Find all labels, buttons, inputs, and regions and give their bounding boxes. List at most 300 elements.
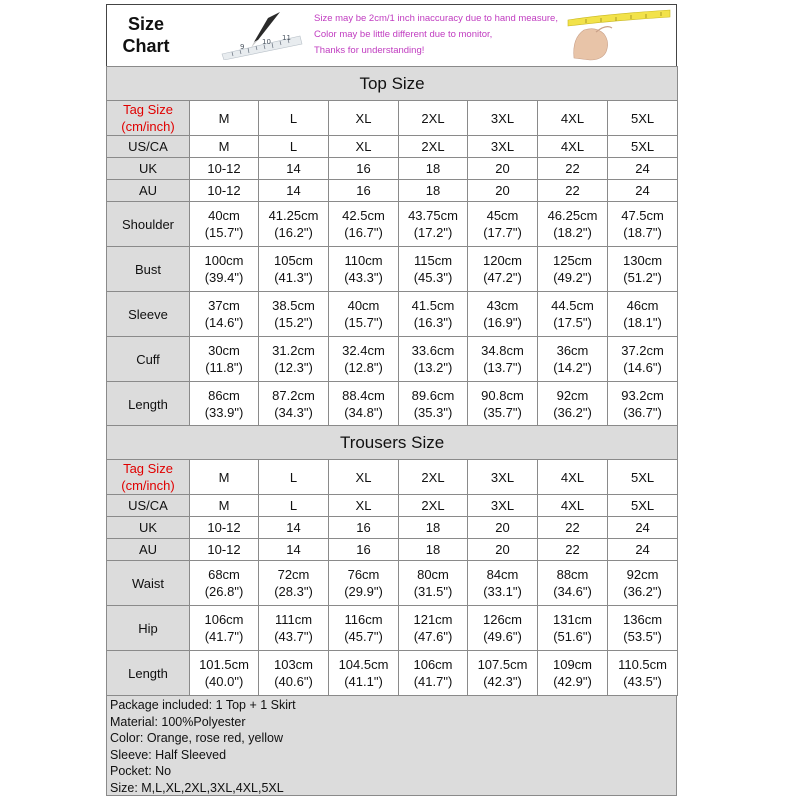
value-cm: 22 [565,161,580,176]
tag-size-label [107,101,190,136]
size-value-cell [259,539,329,561]
value-cm: 31.2cm [272,343,315,358]
value-inch: (13.7") [483,360,522,375]
size-value-cell [329,517,399,539]
value-cm: 2XL [421,139,445,154]
value-cm: 106cm [204,612,244,627]
size-header-cell: M [190,101,259,136]
value-inch: (17.5") [553,315,592,330]
size-value-cell [329,561,399,606]
size-value-cell [399,651,468,696]
value-inch: (45.3") [413,270,453,285]
value-inch: (28.3") [274,584,313,599]
value-cm: 4XL [560,498,585,513]
table-row [107,292,678,337]
value-cm: 5XL [630,498,655,513]
size-value-cell [608,136,678,158]
value-inch: (43.5") [623,674,662,689]
value-cm: 76cm [347,567,380,582]
top-size-title: Top Size [107,67,678,101]
value-inch: (47.2") [483,270,522,285]
chart-title-line1: Size [127,14,165,34]
size-value-cell [468,292,538,337]
value-cm: L [289,139,298,154]
value-cm: 88cm [556,567,589,582]
value-cm: 87.2cm [272,388,315,403]
size-header-cell: 2XL [399,101,468,136]
value-cm: 43cm [486,298,519,313]
size-value-cell [538,202,608,247]
row-label: Waist [107,561,190,606]
value-cm: 130cm [623,253,663,268]
value-cm: 46.25cm [547,208,598,223]
value-cm: 40cm [208,208,240,223]
value-cm: 126cm [482,612,523,627]
value-cm: 3XL [490,498,515,513]
value-cm: 24 [635,542,650,557]
size-value-cell [538,136,608,158]
size-header-cell: 5XL [608,460,678,495]
value-cm: 88.4cm [342,388,385,403]
row-label: US/CA [107,495,190,517]
size-value-cell [538,651,608,696]
ruler-number-10: 10 [262,38,271,46]
trousers-size-title: Trousers Size [107,426,678,460]
size-value-cell [608,337,678,382]
value-cm: 20 [495,161,510,176]
chart-title [106,4,186,66]
value-cm: 3XL [490,139,515,154]
value-cm: 103cm [273,657,314,672]
size-value-cell [538,517,608,539]
size-value-cell [468,606,538,651]
table-row [107,247,678,292]
product-info [106,695,677,796]
size-value-cell [190,606,259,651]
value-inch: (18.1") [623,315,662,330]
size-value-cell [608,158,678,180]
size-value-cell [259,202,329,247]
value-inch: (16.9") [483,315,522,330]
size-value-cell [608,180,678,202]
value-inch: (41.7") [204,629,244,644]
value-cm: 40cm [347,298,380,313]
size-value-cell [399,136,468,158]
size-value-cell [190,495,259,517]
value-cm: 43.75cm [408,208,458,223]
value-cm: 14 [286,183,301,198]
value-cm: 107.5cm [477,657,528,672]
row-label: Length [107,382,190,427]
value-cm: 32.4cm [342,343,385,358]
size-value-cell [329,337,399,382]
size-header-cell: 5XL [608,101,678,136]
value-cm: 16 [356,520,371,535]
table-row [107,337,678,382]
size-value-cell [538,158,608,180]
value-cm: 38.5cm [272,298,315,313]
value-cm: 22 [565,542,580,557]
size-value-cell [468,495,538,517]
size-value-cell [608,651,678,696]
size-value-cell [190,202,259,247]
value-cm: 30cm [208,343,240,358]
measurement-notes [314,11,558,59]
table-row [107,202,678,247]
value-inch: (42.3") [483,674,522,689]
value-cm: 18 [425,520,441,535]
size-value-cell [190,539,259,561]
tag-size-line2: (cm/inch) [121,119,175,134]
value-cm: 14 [286,542,301,557]
size-value-cell [329,539,399,561]
value-inch: (16.3") [413,315,453,330]
size-value-cell [190,651,259,696]
value-inch: (14.2") [553,360,592,375]
value-cm: 18 [425,161,441,176]
value-inch: (15.7") [344,315,383,330]
value-cm: 68cm [208,567,240,582]
size-value-cell [608,539,678,561]
size-value-cell [190,180,259,202]
chart-title-line2: Chart [122,36,170,56]
size-value-cell [538,606,608,651]
value-inch: (18.7") [623,225,662,240]
size-value-cell [468,158,538,180]
size-value-cell [468,136,538,158]
value-cm: 100cm [204,253,244,268]
size-value-cell [190,561,259,606]
size-value-cell [468,561,538,606]
value-inch: (45.7") [344,629,383,644]
size-value-cell [608,495,678,517]
row-label: Bust [107,247,190,292]
tag-size-line1: Tag Size [123,461,173,476]
size-header-cell: 3XL [468,460,538,495]
size-value-cell [259,247,329,292]
note-line: Color may be little different due to monitor, [314,29,493,40]
size-value-cell [608,606,678,651]
value-cm: M [218,498,230,513]
size-value-cell [538,247,608,292]
value-inch: (35.7") [483,405,522,420]
size-value-cell [399,292,468,337]
value-inch: (42.9") [553,674,592,689]
value-cm: 10-12 [207,183,241,198]
value-inch: (40.6") [274,674,313,689]
value-cm: 116cm [344,612,383,627]
value-cm: 22 [565,183,580,198]
value-cm: 37.2cm [621,343,664,358]
value-cm: 24 [635,161,650,176]
value-inch: (14.6") [204,315,244,330]
value-inch: (36.7") [623,405,662,420]
table-row [107,136,678,158]
value-cm: 86cm [208,388,240,403]
value-cm: 46cm [626,298,659,313]
value-inch: (35.3") [413,405,453,420]
value-cm: 89.6cm [411,388,455,403]
size-value-cell [259,495,329,517]
size-value-cell [259,606,329,651]
value-cm: 33.6cm [411,343,455,358]
value-inch: (41.7") [413,674,453,689]
value-inch: (17.2") [413,225,453,240]
value-cm: 110.5cm [618,657,667,672]
size-value-cell [329,158,399,180]
size-header-cell: 2XL [399,460,468,495]
size-value-cell [329,136,399,158]
value-inch: (17.7") [483,225,522,240]
table-row [107,517,678,539]
table-row [107,180,678,202]
size-value-cell [399,158,468,180]
value-inch: (51.2") [623,270,662,285]
size-chart-header [106,4,677,66]
value-cm: 14 [286,161,301,176]
value-cm: 18 [425,183,441,198]
value-cm: 92cm [626,567,659,582]
size-value-cell [190,517,259,539]
size-value-cell [329,495,399,517]
size-value-cell [538,382,608,427]
row-label: UK [107,158,190,180]
value-cm: 111cm [274,612,313,627]
size-value-cell [399,247,468,292]
value-cm: 5XL [630,139,655,154]
value-cm: 16 [356,183,371,198]
row-label: Sleeve [107,292,190,337]
size-value-cell [259,136,329,158]
size-value-cell [608,517,678,539]
size-value-cell [259,292,329,337]
value-inch: (36.2") [623,584,662,599]
top-size-table [106,66,678,427]
value-inch: (51.6") [553,629,592,644]
tag-size-line1: Tag Size [123,102,173,117]
value-cm: 20 [495,542,510,557]
material-info: Material: 100%Polyester [110,714,246,729]
size-value-cell [259,561,329,606]
size-value-cell [259,337,329,382]
table-row [107,382,678,427]
size-value-cell [190,247,259,292]
value-cm: 10-12 [207,542,241,557]
value-cm: 24 [635,183,650,198]
size-header-cell: XL [329,101,399,136]
value-cm: L [289,498,298,513]
size-header-cell: M [190,460,259,495]
row-label: Hip [107,606,190,651]
value-cm: 136cm [623,612,663,627]
value-cm: 42.5cm [342,208,385,223]
value-inch: (14.6") [623,360,662,375]
value-inch: (26.8") [204,584,244,599]
value-inch: (13.2") [413,360,453,375]
color-info: Color: Orange, rose red, yellow [110,731,283,745]
value-cm: 22 [565,520,580,535]
value-inch: (12.3") [274,360,313,375]
size-value-cell [608,382,678,427]
size-value-cell [538,561,608,606]
size-value-cell [538,180,608,202]
value-inch: (33.9") [204,405,244,420]
size-value-cell [538,495,608,517]
size-value-cell [608,202,678,247]
value-inch: (43.7") [274,629,313,644]
value-cm: 45cm [486,208,519,223]
size-value-cell [468,247,538,292]
note-line: Thanks for understanding! [314,45,425,56]
size-value-cell [538,337,608,382]
size-header-cell: L [259,460,329,495]
table-row [107,606,678,651]
value-cm: 4XL [560,139,585,154]
tag-size-line2: (cm/inch) [121,478,175,493]
size-value-cell [190,337,259,382]
size-value-cell [608,561,678,606]
value-cm: 20 [495,183,510,198]
value-inch: (16.7") [344,225,383,240]
size-header-cell: 4XL [538,101,608,136]
value-cm: 92cm [556,388,589,403]
value-cm: 120cm [482,253,523,268]
value-cm: 84cm [486,567,519,582]
trousers-tag-size-row [107,460,678,495]
value-cm: 104.5cm [338,657,389,672]
value-cm: 121cm [413,612,453,627]
value-cm: 24 [635,520,650,535]
note-line: Size may be 2cm/1 inch inaccuracy due to hand measure, [314,13,558,24]
row-label: AU [107,539,190,561]
value-cm: 2XL [421,498,445,513]
tag-size-label [107,460,190,495]
value-inch: (34.6") [553,584,592,599]
value-cm: 72cm [277,567,310,582]
value-cm: XL [355,498,372,513]
trousers-size-table [106,425,678,696]
size-value-cell [190,158,259,180]
size-value-cell [399,180,468,202]
value-cm: 109cm [552,657,593,672]
value-inch: (11.8") [205,360,243,375]
size-value-cell [399,606,468,651]
value-cm: 14 [286,520,301,535]
size-value-cell [468,382,538,427]
table-row [107,158,678,180]
value-cm: M [218,139,230,154]
value-cm: 10-12 [207,520,241,535]
value-cm: 125cm [552,253,593,268]
table-row [107,651,678,696]
value-cm: 80cm [417,567,449,582]
size-value-cell [608,247,678,292]
row-label: Shoulder [107,202,190,247]
size-info: Size: M,L,XL,2XL,3XL,4XL,5XL [110,780,284,795]
table-row [107,495,678,517]
value-cm: 131cm [552,612,593,627]
size-value-cell [329,202,399,247]
value-inch: (41.3") [274,270,313,285]
size-value-cell [468,337,538,382]
value-cm: 41.25cm [268,208,319,223]
pocket-info: Pocket: No [110,764,172,778]
size-value-cell [190,292,259,337]
value-cm: 110cm [344,253,383,268]
value-cm: 18 [425,542,441,557]
value-cm: 34.8cm [481,343,524,358]
table-row [107,561,678,606]
size-value-cell [190,382,259,427]
value-inch: (41.1") [344,674,383,689]
ruler-number-11: 11 [282,34,291,42]
size-value-cell [399,382,468,427]
size-value-cell [399,202,468,247]
value-cm: 36cm [556,343,589,358]
hand-measuring-icon [566,8,674,62]
size-value-cell [399,561,468,606]
value-inch: (49.2") [553,270,592,285]
size-value-cell [538,292,608,337]
value-cm: 101.5cm [199,657,249,672]
value-cm: 16 [356,542,371,557]
size-header-cell: XL [329,460,399,495]
value-cm: 20 [495,520,510,535]
size-value-cell [190,136,259,158]
value-inch: (34.8") [344,405,383,420]
size-value-cell [468,202,538,247]
size-value-cell [259,158,329,180]
value-inch: (29.9") [344,584,383,599]
size-header-cell: L [259,101,329,136]
value-cm: XL [355,139,372,154]
value-inch: (33.1") [483,584,522,599]
row-label: Length [107,651,190,696]
value-cm: 47.5cm [621,208,664,223]
size-header-cell: 3XL [468,101,538,136]
value-inch: (16.2") [274,225,313,240]
value-cm: 90.8cm [481,388,524,403]
value-inch: (31.5") [413,584,453,599]
value-inch: (49.6") [483,629,522,644]
size-value-cell [329,651,399,696]
sleeve-info: Sleeve: Half Sleeved [110,747,227,762]
size-value-cell [399,337,468,382]
value-inch: (12.8") [344,360,383,375]
size-value-cell [608,292,678,337]
size-value-cell [259,651,329,696]
size-value-cell [538,539,608,561]
size-value-cell [329,180,399,202]
size-value-cell [468,517,538,539]
package-info: Package included: 1 Top + 1 Skirt [110,698,296,712]
size-value-cell [399,495,468,517]
size-value-cell [329,606,399,651]
value-cm: 10-12 [207,161,241,176]
table-row [107,539,678,561]
value-cm: 115cm [413,253,453,268]
value-inch: (15.2") [274,315,313,330]
size-header-cell: 4XL [538,460,608,495]
size-value-cell [259,517,329,539]
value-inch: (36.2") [553,405,592,420]
value-inch: (40.0") [204,674,244,689]
value-cm: 41.5cm [411,298,455,313]
value-cm: 37cm [208,298,240,313]
ruler-number-9: 9 [240,43,245,51]
value-cm: 105cm [273,253,314,268]
row-label: UK [107,517,190,539]
